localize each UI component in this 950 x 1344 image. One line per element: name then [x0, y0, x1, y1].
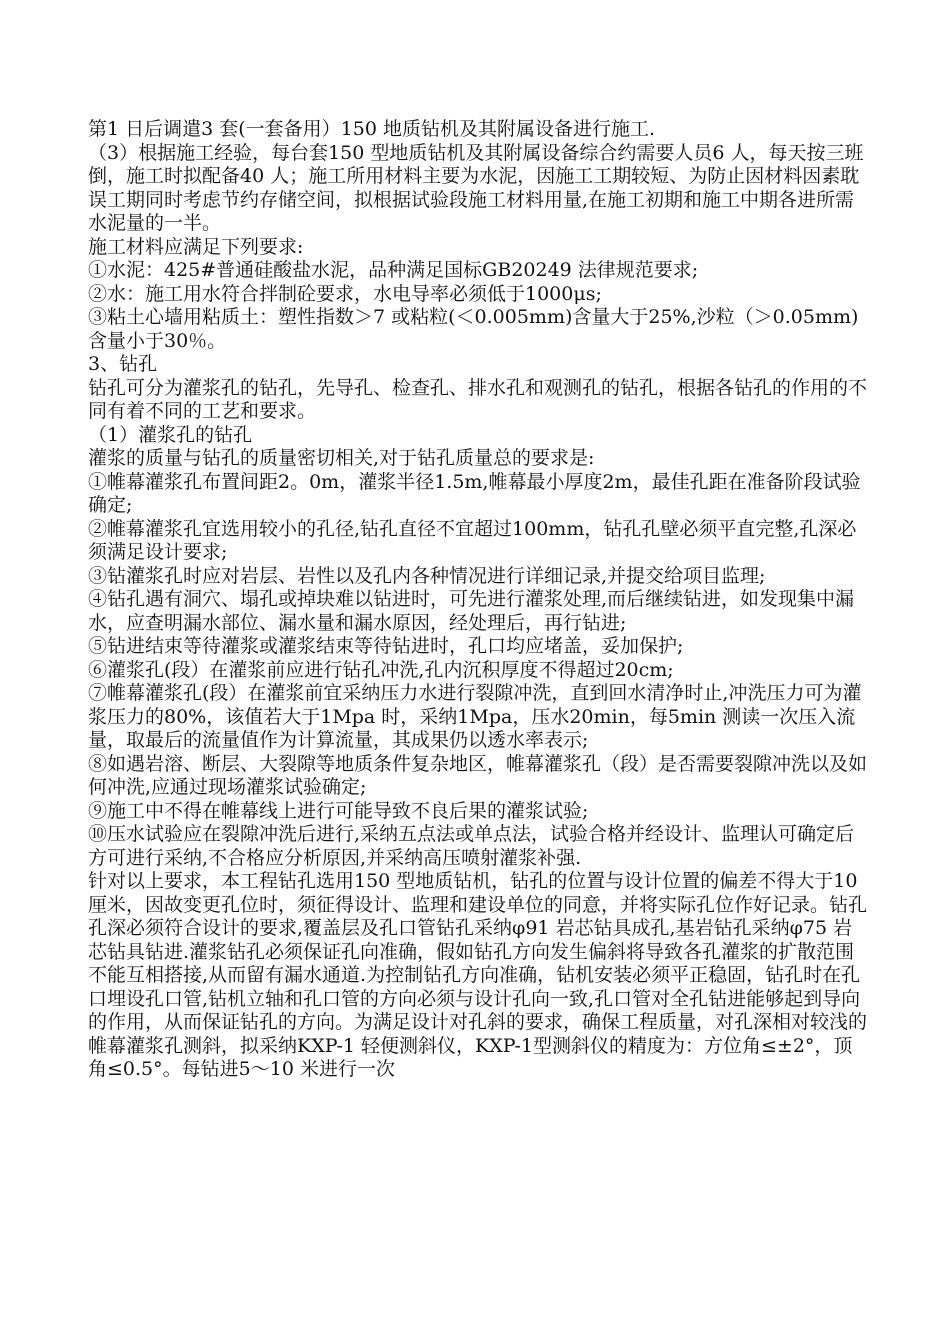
list-item-2: ②帷幕灌浆孔宜选用较小的孔径,钻孔直径不宜超过100mm，钻孔孔壁必须平直完整,孔深必须满足设计要求;	[88, 517, 857, 563]
list-item-8: ⑧如遇岩溶、断层、大裂隙等地质条件复杂地区，帷幕灌浆孔（段）是否需要裂隙冲洗以及如何冲洗,应通过现场灌浆试验确定;	[88, 752, 868, 798]
paragraph-water-requirement: ②水：施工用水符合拌制砼要求，水电导率必须低于1000μs;	[88, 282, 602, 305]
section-heading-drilling: 3、钻孔	[88, 353, 158, 375]
list-item-6: ⑥灌浆孔(段）在灌浆前应进行钻孔冲洗,孔内沉积厚度不得超过20cm;	[88, 658, 674, 681]
subsection-heading-grout-hole-drilling: （1）灌浆孔的钻孔	[88, 423, 253, 446]
list-item-3: ③钻灌浆孔时应对岩层、岩性以及孔内各种情况进行详细记录,并提交给项目监理;	[88, 564, 766, 587]
paragraph-drilling-implementation: 针对以上要求，本工程钻孔选用150 型地质钻机，钻孔的位置与设计位置的偏差不得大于10 厘米，因故变更孔位时，须征得设计、监理和建设单位的同意，并将实际孔位作好记录。钻孔孔深必须符合设计的要求,覆盖层及孔口管钻孔采纳φ91 岩芯钻具成孔,基岩钻孔采纳φ75 岩芯钻具钻进.灌浆钻孔必须保证孔向准确，假如钻孔方向发生偏斜将导致各孔灌浆的扩散范围不能互相搭接,从而留有漏水通道.为控制钻孔方向准确，钻机安装必须平正稳固，钻孔时在孔口埋设孔口管,钻机立轴和孔口管的方向必须与设计孔向一致,孔口管对全孔钻进能够起到导向的作用，从而保证钻孔的方向。为满足设计对孔斜的要求，确保工程质量，对孔深相对较浅的帷幕灌浆孔测斜，拟采纳KXP-1 轻便测斜仪，KXP-1型测斜仪的精度为：方位角≤±2°，顶角≤0.5°。每钻进5～10 米进行一次	[88, 870, 868, 1080]
list-item-9: ⑨施工中不得在帷幕线上进行可能导致不良后果的灌浆试验;	[88, 799, 589, 822]
paragraph-cement-requirement: ①水泥：425#普通硅酸盐水泥，品种满足国标GB20249 法律规范要求;	[88, 259, 699, 281]
paragraph-staffing-and-cement: （3）根据施工经验，每台套150 型地质钻机及其附属设备综合约需要人员6 人，每天按三班倒，施工时拟配备40 人；施工所用材料主要为水泥，因施工工期较短、为防止因材料因素耽误工期同时考虑节约存储空间，拟根据试验段施工材料用量,在施工初期和施工中期各进所需水泥量的一半。	[88, 141, 864, 234]
list-item-4: ④钻孔遇有洞穴、塌孔或掉块难以钻进时，可先进行灌浆处理,而后继续钻进，如发现集中漏水，应查明漏水部位、漏水量和漏水原因，经处理后，再行钻进;	[88, 588, 855, 634]
paragraph-quality-requirements-intro: 灌浆的质量与钻孔的质量密切相关,对于钻孔质量总的要求是:	[88, 447, 595, 469]
list-item-1: ①帷幕灌浆孔布置间距2。0m，灌浆半径1.5m,帷幕最小厚度2m，最佳孔距在准备阶段试验确定;	[88, 470, 861, 516]
paragraph-drilling-overview: 钻孔可分为灌浆孔的钻孔，先导孔、检查孔、排水孔和观测孔的钻孔，根据各钻孔的作用的不同有着不同的工艺和要求。	[88, 376, 868, 422]
list-item-10: ⑩压水试验应在裂隙冲洗后进行,采纳五点法或单点法，试验合格并经设计、监理认可确定后方可进行采纳,不合格应分析原因,并采纳高压喷射灌浆补强.	[88, 823, 855, 869]
paragraph-material-requirements-heading: 施工材料应满足下列要求:	[88, 235, 304, 258]
list-item-7: ⑦帷幕灌浆孔(段）在灌浆前宜采纳压力水进行裂隙冲洗，直到回水清净时止,冲洗压力可为灌浆压力的80%，该值若大于1Mpa 时，采纳1Mpa，压水20min，每5min 测读一次压入流量，取最后的流量值作为计算流量，其成果仍以透水率表示;	[88, 682, 862, 751]
document-body	[88, 118, 870, 1082]
paragraph-clay-requirement: ③粘土心墙用粘质土：塑性指数＞7 或粘粒(＜0.005mm)含量大于25%,沙粒（＞0.05mm)含量小于30％。	[88, 306, 859, 352]
paragraph-drilling-rig-dispatch: 第1 日后调遣3 套(一套备用）150 地质钻机及其附属设备进行施工.	[88, 118, 656, 140]
list-item-5: ⑤钻进结束等待灌浆或灌浆结束等待钻进时，孔口均应堵盖，妥加保护;	[88, 635, 684, 657]
